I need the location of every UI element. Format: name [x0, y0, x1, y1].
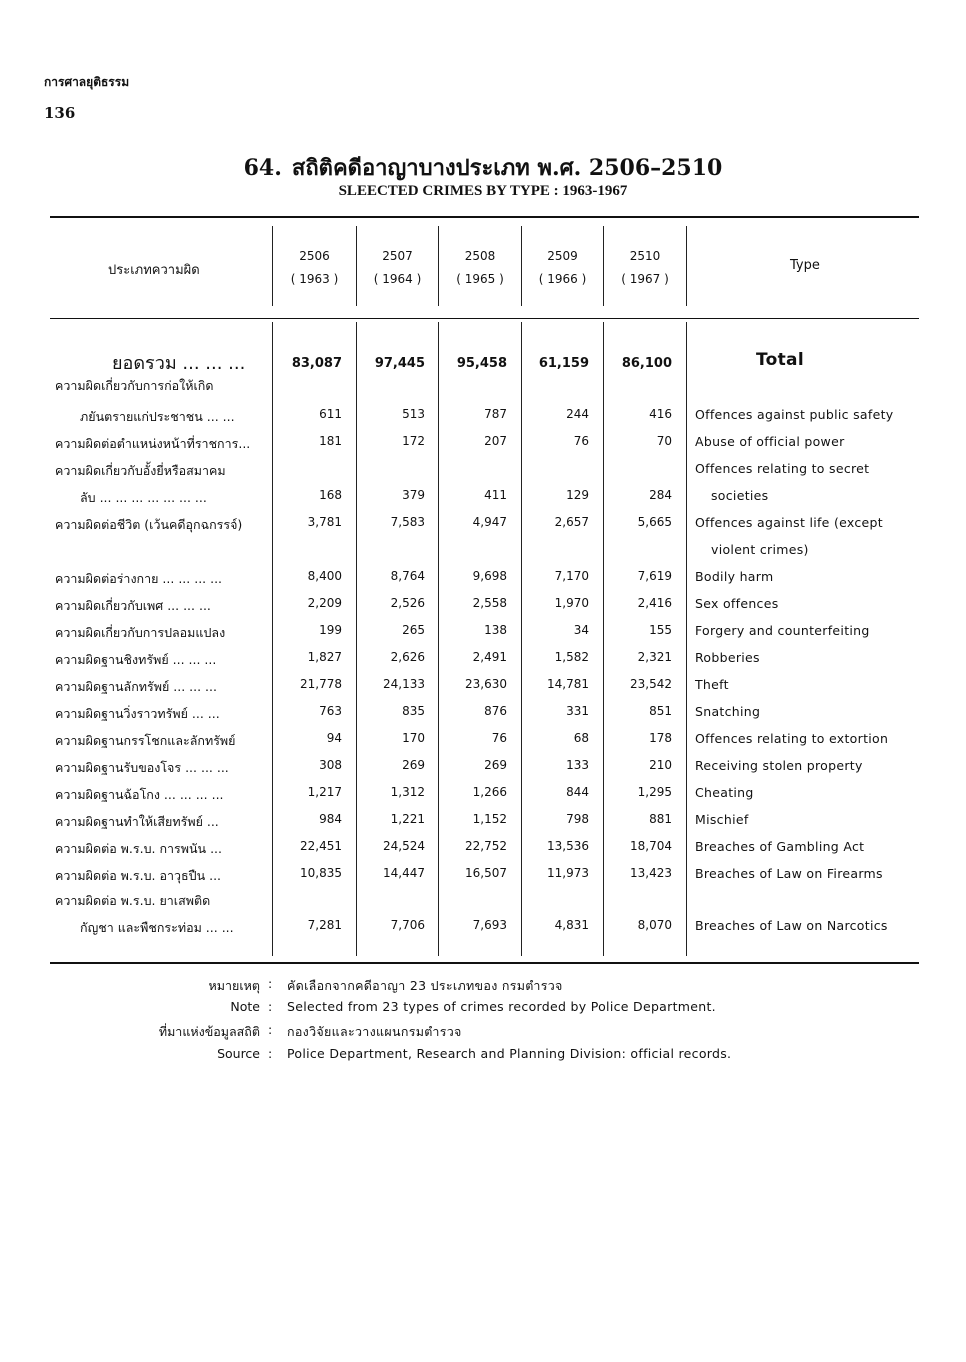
- cell-value: 876: [484, 704, 507, 718]
- table-row: [0, 918, 966, 945]
- cell-value: 763: [319, 704, 342, 718]
- row-label-thai: ความผิดฐานชิงทรัพย์ ... ... ...: [55, 652, 217, 667]
- source-colon: :: [268, 1046, 273, 1061]
- year-ad: ( 1967 ): [621, 272, 669, 286]
- table-row: [0, 407, 966, 434]
- row-label-english: Breaches of Law on Narcotics: [695, 918, 888, 933]
- row-label-thai: ความผิดต่อ พ.ร.บ. การพนัน ...: [55, 841, 222, 856]
- row-label-english: Abuse of official power: [695, 434, 845, 449]
- table-row: [0, 542, 966, 569]
- cell-value: 155: [649, 623, 672, 637]
- cell-value: 199: [319, 623, 342, 637]
- cell-value: 1,217: [307, 785, 342, 799]
- year-be: 2506: [299, 249, 330, 263]
- source-line: [0, 1046, 966, 1066]
- cell-value: 172: [402, 434, 425, 448]
- table-row: [0, 758, 966, 785]
- year-be: 2508: [464, 249, 496, 263]
- cell-value: 34: [573, 623, 589, 637]
- cell-value: 8,070: [637, 918, 672, 932]
- cell-value: 265: [402, 623, 425, 637]
- cell-value: 1,827: [307, 650, 342, 664]
- cell-value: 70: [656, 434, 672, 448]
- cell-value: 97,445: [374, 356, 425, 371]
- cell-value: 2,626: [390, 650, 425, 664]
- table-number: 64.: [243, 155, 282, 181]
- table-row: [0, 839, 966, 866]
- cell-value: 2,491: [472, 650, 507, 664]
- cell-value: 844: [566, 785, 589, 799]
- cell-value: 76: [573, 434, 589, 448]
- cell-value: 284: [649, 488, 672, 502]
- row-label-english: Cheating: [695, 785, 754, 800]
- year-ad: ( 1965 ): [456, 272, 504, 286]
- table-row-total: [0, 348, 966, 375]
- cell-value: 2,558: [472, 596, 507, 610]
- table-row: [0, 812, 966, 839]
- note-label: หมายเหตุ: [208, 978, 260, 993]
- column-header-year: [439, 245, 521, 291]
- cell-value: 22,451: [300, 839, 342, 853]
- row-label-english: Receiving stolen property: [695, 758, 863, 773]
- cell-value: 2,526: [390, 596, 425, 610]
- row-label-english: Offences relating to secret: [695, 461, 870, 476]
- cell-value: 4,947: [472, 515, 507, 529]
- table-row: [0, 677, 966, 704]
- table-top-rule: [50, 216, 919, 218]
- column-header-year: [604, 245, 686, 291]
- source-label: Source: [217, 1046, 260, 1061]
- cell-value: 1,582: [554, 650, 589, 664]
- cell-value: 308: [319, 758, 342, 772]
- row-label-thai: ภยันตรายแก่ประชาชน ... ...: [80, 409, 235, 424]
- cell-value: 168: [319, 488, 342, 502]
- table-row: [0, 650, 966, 677]
- row-label-english: Breaches of Gambling Act: [695, 839, 865, 854]
- header-bottom-rule: [50, 318, 919, 319]
- row-label-english: Breaches of Law on Firearms: [695, 866, 883, 881]
- table-row: [0, 376, 966, 403]
- row-label-english: Snatching: [695, 704, 761, 719]
- cell-value: 11,973: [547, 866, 589, 880]
- row-label-english: Total: [756, 350, 804, 370]
- cell-value: 8,764: [390, 569, 425, 583]
- cell-value: 3,781: [307, 515, 342, 529]
- cell-value: 138: [484, 623, 507, 637]
- year-be: 2507: [382, 249, 413, 263]
- row-label-english: societies: [711, 488, 769, 503]
- cell-value: 5,665: [637, 515, 672, 529]
- row-label-english: Mischief: [695, 812, 749, 827]
- cell-value: 86,100: [621, 356, 672, 371]
- cell-value: 513: [402, 407, 425, 421]
- cell-value: 8,400: [307, 569, 342, 583]
- table-row: [0, 461, 966, 488]
- row-label-english: Sex offences: [695, 596, 779, 611]
- cell-value: 24,133: [383, 677, 425, 691]
- cell-value: 1,221: [390, 812, 425, 826]
- cell-value: 68: [573, 731, 589, 745]
- cell-value: 95,458: [456, 356, 507, 371]
- cell-value: 170: [402, 731, 425, 745]
- row-label-thai: ความผิดเกี่ยวกับอั้งยี่หรือสมาคม: [55, 463, 226, 478]
- row-label-english: Robberies: [695, 650, 760, 665]
- source-text: Police Department, Research and Planning Division: official records.: [287, 1046, 732, 1061]
- row-label-english: Offences against public safety: [695, 407, 894, 422]
- cell-value: 133: [566, 758, 589, 772]
- cell-value: 1,970: [554, 596, 589, 610]
- row-label-thai: ความผิดฐานรับของโจร ... ... ...: [55, 760, 229, 775]
- cell-value: 129: [566, 488, 589, 502]
- row-label-thai: ความผิดฐานกรรโชกและลักทรัพย์: [55, 733, 236, 748]
- cell-value: 178: [649, 731, 672, 745]
- cell-value: 269: [484, 758, 507, 772]
- row-label-thai: กัญชา และพืชกระท่อม ... ...: [80, 920, 234, 935]
- table-row: [0, 731, 966, 758]
- cell-value: 24,524: [383, 839, 425, 853]
- row-label-thai: ความผิดฐานทำให้เสียทรัพย์ ...: [55, 814, 219, 829]
- row-label-thai: ความผิดต่อตำแหน่งหน้าที่ราชการ...: [55, 436, 251, 451]
- cell-value: 851: [649, 704, 672, 718]
- cell-value: 2,416: [637, 596, 672, 610]
- row-label-english: Offences relating to extortion: [695, 731, 889, 746]
- source-label: ที่มาแห่งข้อมูลสถิติ: [158, 1024, 260, 1039]
- cell-value: 7,706: [390, 918, 425, 932]
- cell-value: 7,619: [637, 569, 672, 583]
- table-row: [0, 866, 966, 893]
- column-header-year: [357, 245, 438, 291]
- cell-value: 22,752: [465, 839, 507, 853]
- row-label-thai: ความผิดฐานวิ่งราวทรัพย์ ... ...: [55, 706, 220, 721]
- row-label-thai: ความผิดเกี่ยวกับการก่อให้เกิด: [55, 378, 214, 393]
- table-bottom-rule: [50, 962, 919, 964]
- row-label-english: Bodily harm: [695, 569, 774, 584]
- row-label-english: violent crimes): [711, 542, 809, 557]
- cell-value: 331: [566, 704, 589, 718]
- cell-value: 207: [484, 434, 507, 448]
- cell-value: 14,781: [547, 677, 589, 691]
- year-ad: ( 1966 ): [538, 272, 587, 286]
- cell-value: 798: [566, 812, 589, 826]
- cell-value: 2,657: [554, 515, 589, 529]
- source-colon: :: [268, 1022, 273, 1037]
- cell-value: 10,835: [300, 866, 342, 880]
- source-line: [0, 1022, 966, 1042]
- cell-value: 7,170: [554, 569, 589, 583]
- cell-value: 23,630: [465, 677, 507, 691]
- cell-value: 181: [319, 434, 342, 448]
- row-label-thai: ความผิดต่อชีวิต (เว้นคดีอุกฉกรรจ์): [55, 517, 243, 532]
- cell-value: 76: [491, 731, 507, 745]
- note-line: [0, 976, 966, 996]
- row-label-thai: ความผิดเกี่ยวกับเพศ ... ... ...: [55, 598, 211, 613]
- title-thai-text: สถิติคดีอาญาบางประเภท พ.ศ. 2506–2510: [291, 155, 723, 181]
- cell-value: 83,087: [291, 356, 342, 371]
- year-be: 2509: [547, 249, 578, 263]
- table-row: [0, 488, 966, 515]
- table-title-thai: [0, 150, 966, 185]
- cell-value: 1,312: [390, 785, 425, 799]
- cell-value: 21,778: [300, 677, 342, 691]
- cell-value: 835: [402, 704, 425, 718]
- row-label-english: Forgery and counterfeiting: [695, 623, 870, 638]
- table-row: [0, 785, 966, 812]
- table-row: [0, 623, 966, 650]
- cell-value: 1,152: [472, 812, 507, 826]
- cell-value: 1,266: [472, 785, 507, 799]
- cell-value: 94: [326, 731, 342, 745]
- table-row: [0, 596, 966, 623]
- cell-value: 18,704: [630, 839, 672, 853]
- cell-value: 13,423: [630, 866, 672, 880]
- table-row: [0, 515, 966, 542]
- column-header-year: [522, 245, 603, 291]
- cell-value: 4,831: [554, 918, 589, 932]
- row-label-english: Theft: [695, 677, 729, 692]
- note-text: คัดเลือกจากคดีอาญา 23 ประเภทของ กรมตำรวจ: [287, 978, 563, 993]
- column-header-english: Type: [790, 258, 820, 273]
- row-label-thai: ความผิดต่อ พ.ร.บ. อาวุธปืน ...: [55, 868, 222, 883]
- cell-value: 881: [649, 812, 672, 826]
- table-row: [0, 569, 966, 596]
- note-line: [0, 999, 966, 1019]
- cell-value: 411: [484, 488, 507, 502]
- column-divider: [686, 226, 687, 306]
- year-be: 2510: [629, 249, 661, 263]
- row-label-thai: ความผิดฐานลักทรัพย์ ... ... ...: [55, 679, 217, 694]
- cell-value: 2,321: [637, 650, 672, 664]
- note-colon: :: [268, 999, 273, 1014]
- table-row: [0, 891, 966, 918]
- note-text: Selected from 23 types of crimes recorded by Police Department.: [287, 999, 716, 1014]
- cell-value: 1,295: [637, 785, 672, 799]
- cell-value: 7,693: [472, 918, 507, 932]
- table-title-english: SLEECTED CRIMES BY TYPE : 1963-1967: [338, 183, 628, 199]
- row-label-thai: ความผิดฐานฉ้อโกง ... ... ... ...: [55, 787, 224, 802]
- cell-value: 787: [484, 407, 507, 421]
- year-ad: ( 1964 ): [373, 272, 422, 286]
- cell-value: 269: [402, 758, 425, 772]
- row-label-thai: ความผิดต่อร่างกาย ... ... ... ...: [55, 571, 223, 586]
- cell-value: 416: [649, 407, 672, 421]
- cell-value: 7,281: [307, 918, 342, 932]
- row-label-thai: ลับ ... ... ... ... ... ... ...: [80, 490, 207, 505]
- cell-value: 9,698: [472, 569, 507, 583]
- table-row: [0, 704, 966, 731]
- cell-value: 984: [319, 812, 342, 826]
- cell-value: 16,507: [465, 866, 507, 880]
- row-label-english: Offences against life (except: [695, 515, 883, 530]
- source-text: กองวิจัยและวางแผนกรมตำรวจ: [287, 1024, 462, 1039]
- cell-value: 7,583: [390, 515, 425, 529]
- row-label-thai: ยอดรวม ... ... ...: [112, 353, 246, 374]
- column-header-year: [273, 245, 356, 291]
- row-label-thai: ความผิดเกี่ยวกับการปลอมแปลง: [55, 625, 226, 640]
- page-number: 136: [44, 104, 76, 122]
- cell-value: 210: [649, 758, 672, 772]
- note-colon: :: [268, 976, 273, 991]
- running-header: การศาลยุติธรรม: [44, 75, 130, 89]
- column-header-thai: ประเภทความผิด: [108, 263, 200, 278]
- row-label-thai: ความผิดต่อ พ.ร.บ. ยาเสพติด: [55, 893, 211, 908]
- cell-value: 13,536: [547, 839, 589, 853]
- cell-value: 61,159: [538, 356, 589, 371]
- cell-value: 611: [319, 407, 342, 421]
- table-row: [0, 434, 966, 461]
- cell-value: 23,542: [630, 677, 672, 691]
- cell-value: 14,447: [383, 866, 425, 880]
- cell-value: 2,209: [307, 596, 342, 610]
- cell-value: 379: [402, 488, 425, 502]
- note-label: Note: [230, 999, 260, 1014]
- cell-value: 244: [566, 407, 589, 421]
- year-ad: ( 1963 ): [290, 272, 339, 286]
